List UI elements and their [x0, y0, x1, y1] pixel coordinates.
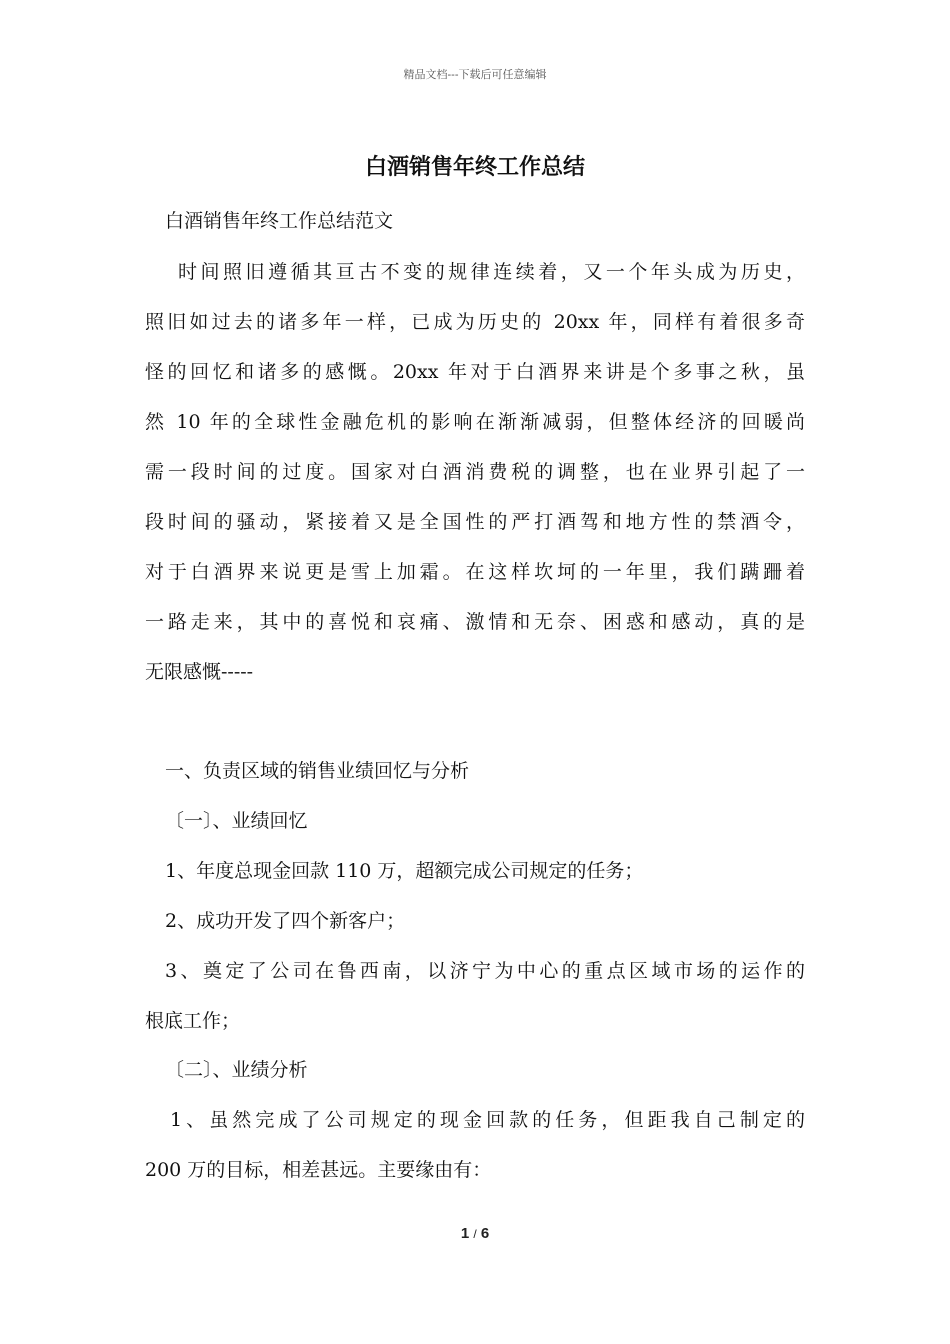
analysis-item: 1、虽然完成了公司规定的现金回款的任务，但距我自己制定的 — [170, 1109, 805, 1131]
list-item: 2、成功开发了四个新客户； — [165, 910, 406, 932]
list-item: 3、奠定了公司在鲁西南，以济宁为中心的重点区域市场的运作的 — [165, 960, 805, 982]
header-text: 精品文档---下载后可任意编辑 — [403, 69, 547, 81]
document-title: 白酒销售年终工作总结 — [364, 154, 585, 180]
subsection-heading-1: 〔一〕、业绩回忆 — [165, 810, 308, 832]
document-subtitle: 白酒销售年终工作总结范文 — [165, 210, 394, 232]
page-header — [0, 66, 950, 82]
intro-line-1: 时间照旧遵循其亘古不变的规律连续着，又一个年头成为历史， — [178, 261, 805, 283]
analysis-item-continuation: 200 万的目标，相差甚远。主要缘由有： — [145, 1159, 492, 1181]
list-item-continuation: 根底工作； — [145, 1010, 241, 1032]
intro-line-4: 然 10 年的全球性金融危机的影响在渐渐减弱，但整体经济的回暖尚 — [145, 411, 805, 433]
page-total: 6 — [480, 1225, 490, 1242]
intro-line-3: 怪的回忆和诸多的感慨。20xx 年对于白酒界来讲是个多事之秋，虽 — [145, 361, 805, 383]
section-heading: 一、负责区域的销售业绩回忆与分析 — [165, 760, 470, 782]
page-number: 1 — [460, 1225, 470, 1242]
intro-line-5: 需一段时间的过度。国家对白酒消费税的调整，也在业界引起了一 — [145, 461, 805, 483]
intro-line-2: 照旧如过去的诸多年一样，已成为历史的 20xx 年，同样有着很多奇 — [145, 311, 805, 333]
page-footer — [0, 1225, 950, 1242]
intro-line-9: 无限感慨----- — [145, 661, 254, 683]
subsection-heading-2: 〔二〕、业绩分析 — [165, 1059, 308, 1081]
intro-line-6: 段时间的骚动，紧接着又是全国性的严打酒驾和地方性的禁酒令， — [145, 511, 805, 533]
list-item: 1、年度总现金回款 110 万，超额完成公司规定的任务； — [165, 860, 644, 882]
intro-line-7: 对于白酒界来说更是雪上加霜。在这样坎坷的一年里，我们蹒跚着 — [145, 561, 805, 583]
page-separator: / — [473, 1227, 477, 1241]
intro-line-8: 一路走来，其中的喜悦和哀痛、激情和无奈、困惑和感动，真的是 — [145, 611, 805, 633]
